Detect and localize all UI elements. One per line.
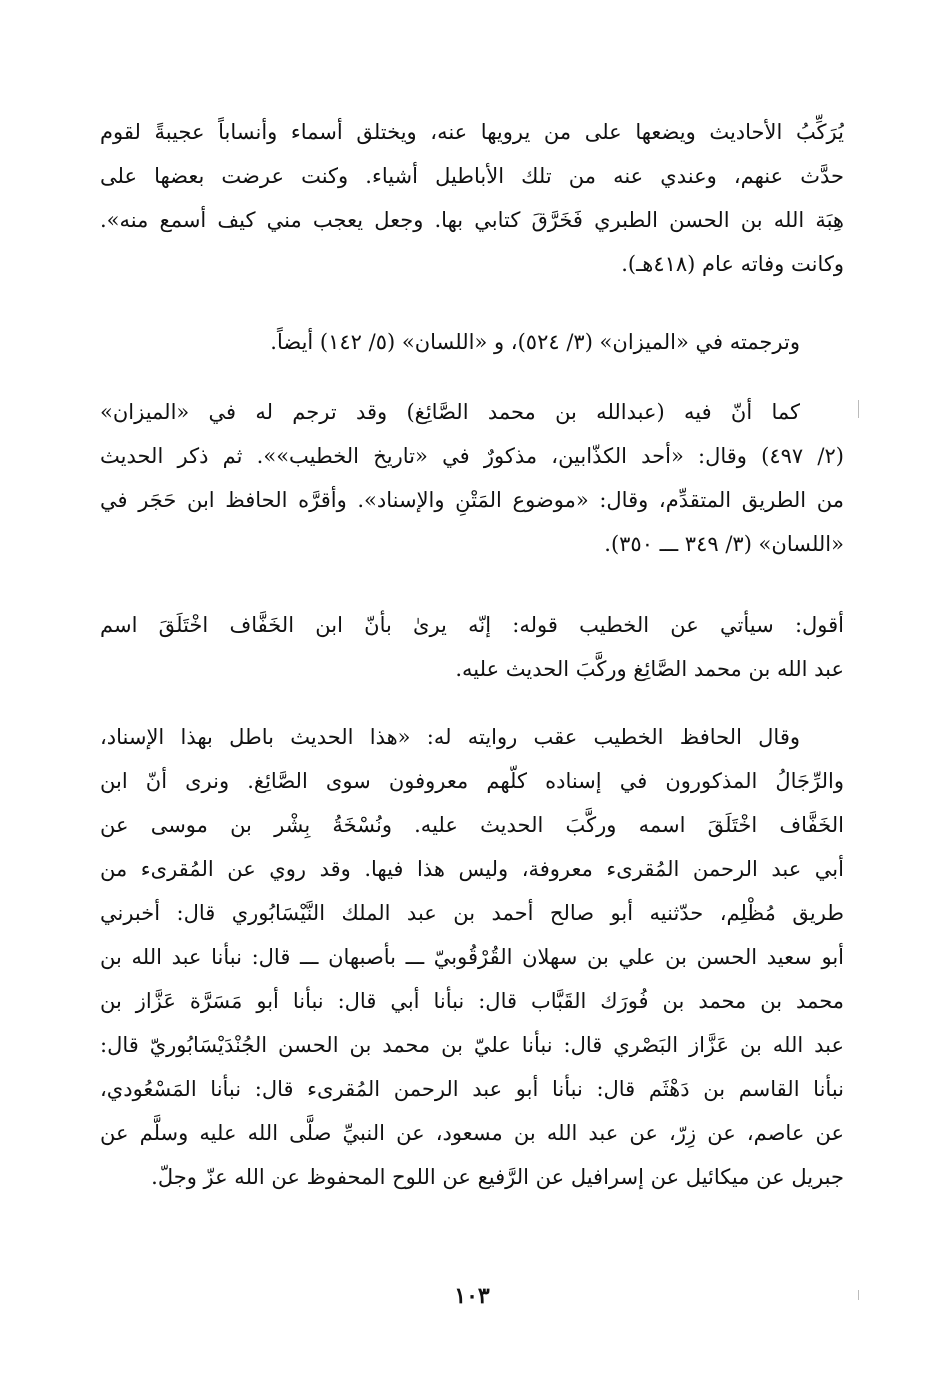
text-line: عبد الله بن محمد الصَّائِغ وركَّبَ الحديث عليه. bbox=[455, 657, 844, 681]
text-line: نبأنا القاسم بن دَهْثَم قال: نبأنا أبو عبد الرحمن المُقرىء قال: نبأنا المَسْعُودي، bbox=[100, 1077, 844, 1101]
text-line: وقال الحافظ الخطيب عقب روايته له: «هذا الحديث باطل بهذا الإسناد، bbox=[100, 725, 800, 749]
text-line: أقول: سيأتي عن الخطيب قوله: إنّه يرىٰ بأنّ ابن الخَفَّاف اخْتَلَقَ اسم bbox=[100, 613, 844, 637]
text-line: عن عاصم، عن زِرّ، عن عبد الله بن مسعود، عن النبيِّ صلَّى الله عليه وسلَّم عن bbox=[100, 1121, 844, 1145]
paragraph-translation-reference bbox=[100, 320, 844, 364]
paragraph-author-remark bbox=[100, 603, 844, 691]
text-line: (٢/ ٤٩٧) وقال: «أحد الكذّابين، مذكورٌ في «تاريخ الخطيب»». ثم ذكر الحديث bbox=[100, 444, 844, 468]
paragraph-al-saigh bbox=[100, 390, 844, 566]
scan-artifact bbox=[858, 1290, 859, 1300]
text-line: أبي عبد الرحمن المُقرىء معروفة، وليس هذا فيها. وقد روي عن المُقرىء من bbox=[100, 857, 844, 881]
paragraph-narrator-description bbox=[100, 110, 844, 286]
text-line: «اللسان» (٣/ ٣٤٩ ـــ ٣٥٠). bbox=[604, 532, 844, 556]
text-line: وترجمته في «الميزان» (٣/ ٥٢٤)، و «اللسان» (٥/ ١٤٢) أيضاً. bbox=[270, 330, 800, 354]
text-line: يُرَكِّبُ الأحاديث ويضعها على من يرويها عنه، ويختلق أسماء وأنساباً عجيبةً لقوم bbox=[100, 120, 844, 144]
text-line: عبد الله بن عَزَّاز البَصْري قال: نبأنا عليّ بن محمد بن الحسن الجُنْدَيْسَابُوريّ قال: bbox=[100, 1033, 844, 1057]
text-line: الخَفَّاف اخْتَلَقَ اسمه وركَّبَ الحديث عليه. ونُسْخَةُ بِشْر بن موسى عن bbox=[100, 813, 844, 837]
text-line: وكانت وفاته عام (٤١٨هـ). bbox=[621, 252, 844, 276]
text-line: كما أنّ فيه (عبدالله بن محمد الصَّائِغ) وقد ترجم له في «الميزان» bbox=[100, 400, 800, 424]
paragraph-khatib-quote bbox=[100, 715, 844, 1199]
text-line: هِبَة الله بن الحسن الطبري فَخَرَّقَ كتابي بها. وجعل يعجب مني كيف أسمع منه». bbox=[100, 208, 844, 232]
text-line: من الطريق المتقدِّم، وقال: «موضوع المَتْنِ والإسناد». وأقرَّه الحافظ ابن حَجَر في bbox=[100, 488, 844, 512]
text-line: محمد بن محمد بن فُورَك القَبَّاب قال: نبأنا أبي قال: نبأنا أبو مَسَرَّة عَزَّاز بن bbox=[100, 989, 844, 1013]
text-line: طريق مُظْلِم، حدّثنيه أبو صالح أحمد بن عبد الملك النَّيْسَابُوري قال: أخبرني bbox=[100, 901, 844, 925]
text-line: جبريل عن ميكائيل عن إسرافيل عن الرَّفيع عن اللوح المحفوظ عن الله عزّ وجلّ. bbox=[151, 1165, 844, 1189]
text-line: والرِّجَالُ المذكورون في إسناده كلّهم معروفون سوى الصَّائِغ. ونرى أنّ ابن bbox=[100, 769, 844, 793]
scan-artifact bbox=[858, 400, 859, 418]
page-number: ١٠٣ bbox=[454, 1283, 490, 1309]
text-line: حدَّث عنهم، وعندي عنه من تلك الأباطيل أشياء. وكنت عرضت بعضها على bbox=[100, 164, 844, 188]
text-line: أبو سعيد الحسن بن علي بن سهلان القُرْقُوبيّ ـــ بأصبهان ـــ قال: نبأنا عبد الله بن bbox=[100, 945, 844, 969]
